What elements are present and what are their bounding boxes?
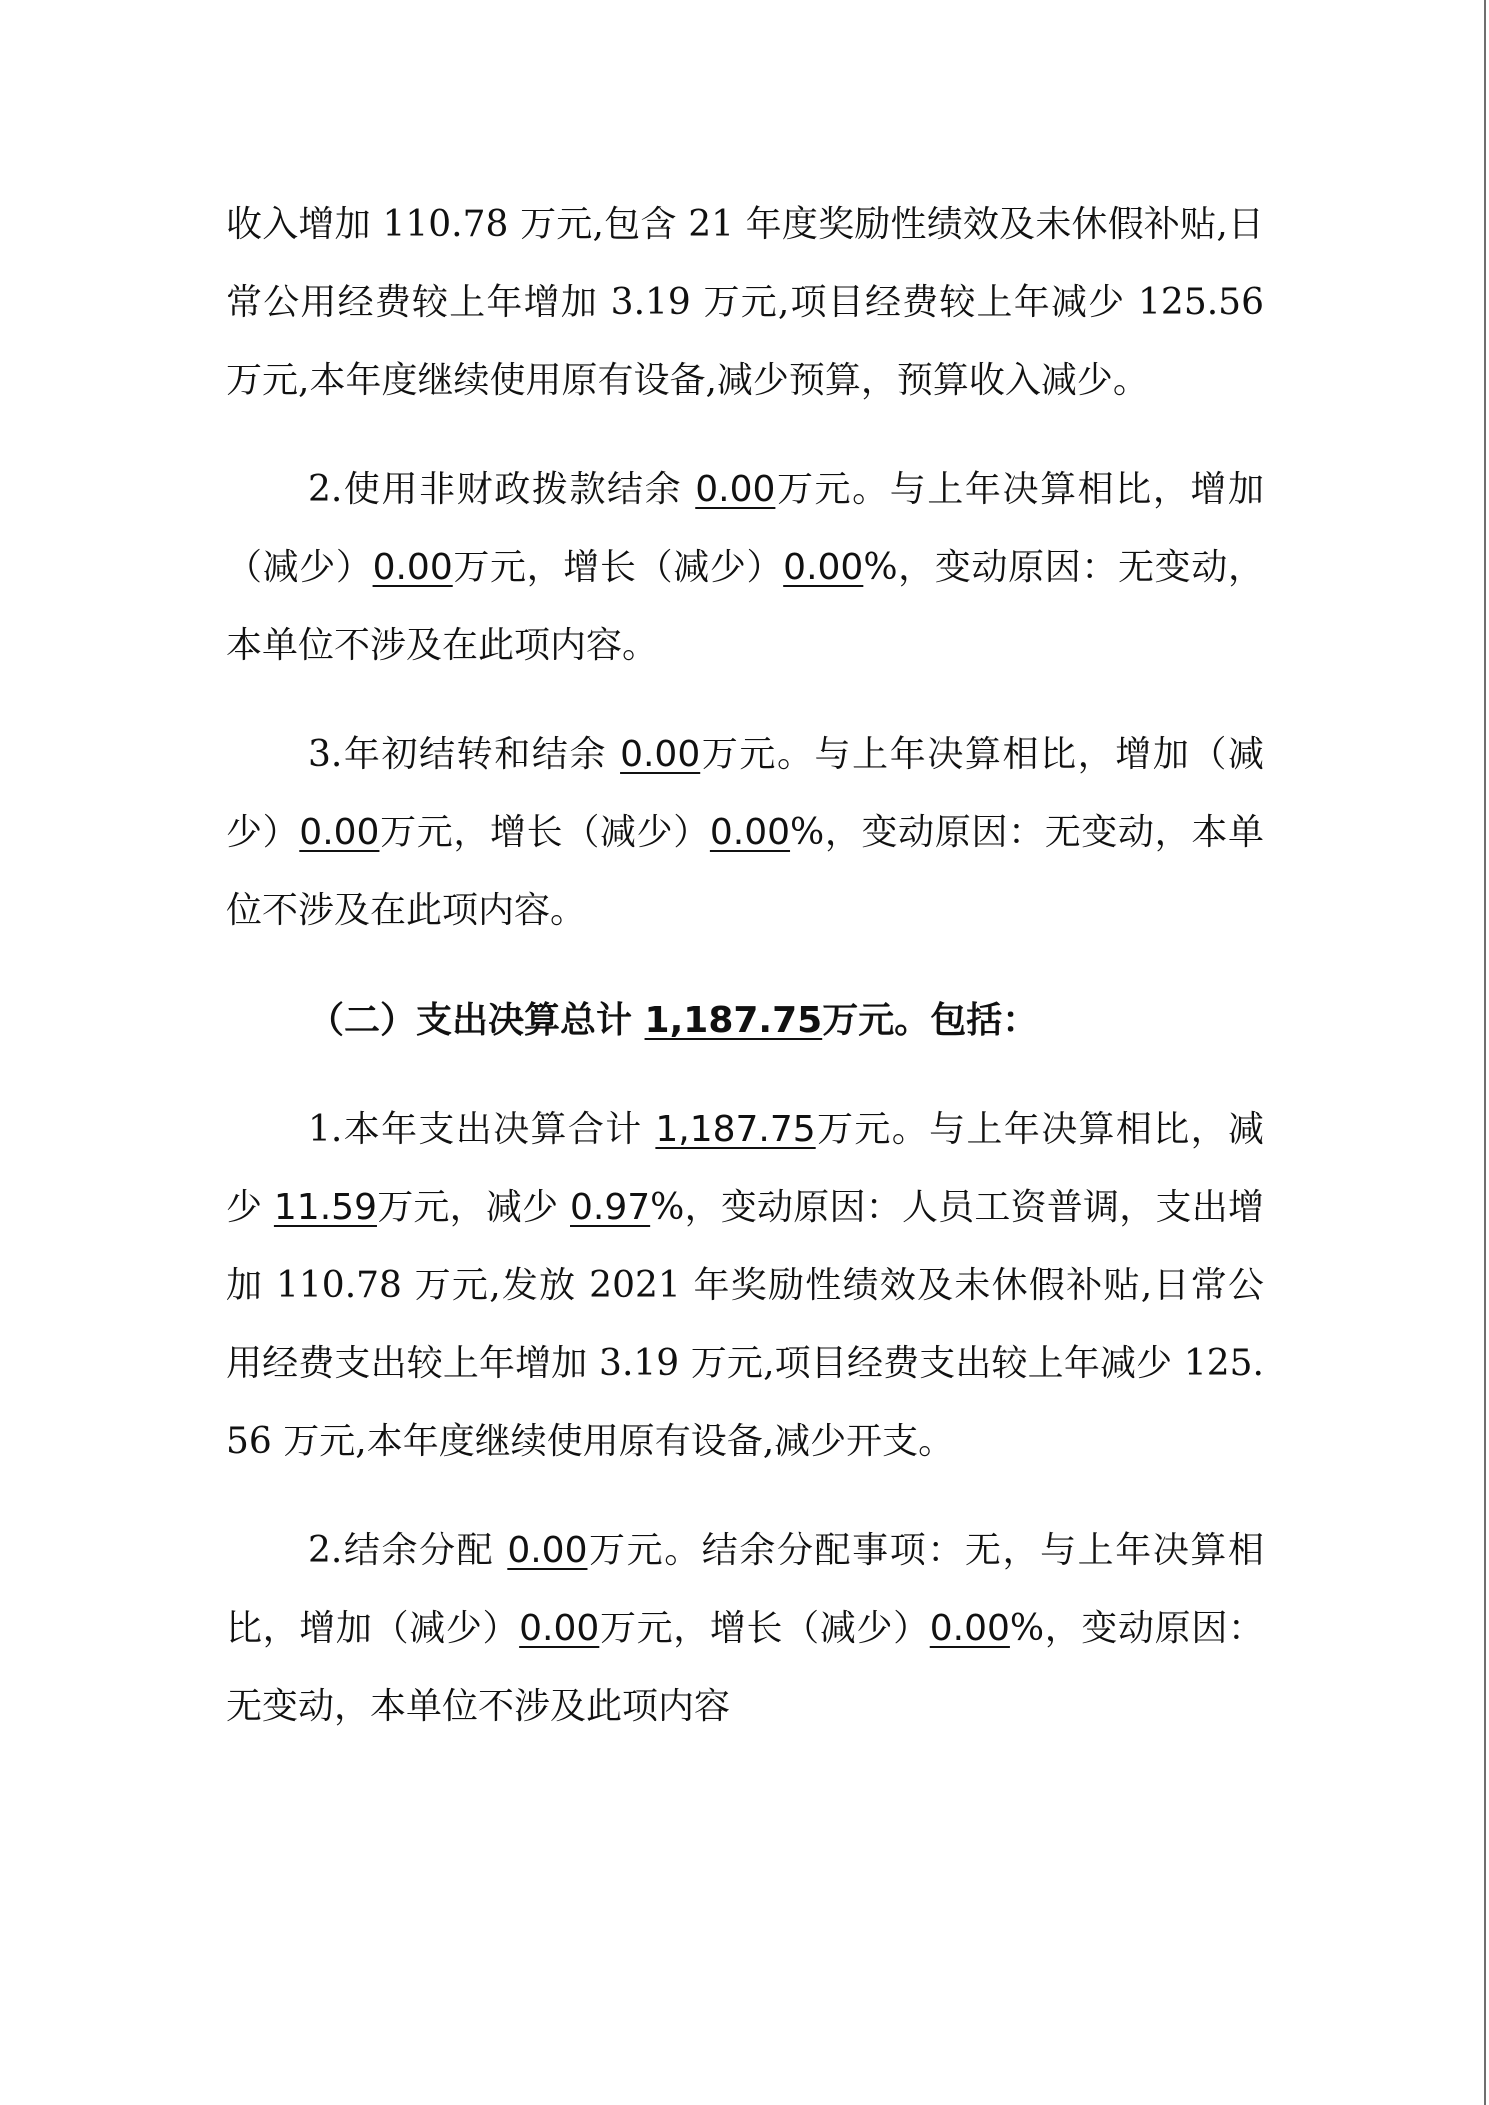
text-segment: 万元，增长（减少） (599, 1608, 930, 1649)
paragraph-income-change: 收入增加 110.78 万元,包含 21 年度奖励性绩效及未休假补贴,日常公用经费较上年增加 3.19 万元,项目经费较上年减少 125.56 万元,本年度继续使用原有设备,减少预算，预算收入减少。 (226, 204, 1264, 401)
text-segment: 3.年初结转和结余 (308, 734, 621, 775)
text-segment: %，变动原因：人员工资普调，支出增加 110.78 万元,发放 2021 年奖励性绩效及未休假补贴,日常公用经费支出较上年增加 3.19 万元,项目经费支出较上年减少 125.56 万元,本年度继续使用原有设备,减少开支。 (226, 1187, 1264, 1462)
section-heading-expenditure-total (226, 981, 1264, 1060)
text-segment: 万元。与上年决算相比，增加（减少） (226, 734, 1264, 853)
text-segment: %，变动原因：无变动，本单位不涉及在此项内容。 (226, 547, 1264, 666)
underlined-value: 0.00 (519, 1608, 600, 1649)
document-page (226, 186, 1264, 1746)
underlined-value: 0.00 (929, 1608, 1010, 1649)
underlined-value: 0.00 (783, 547, 864, 588)
paragraph-carryover-balance (226, 716, 1264, 950)
text-segment: 万元。结余分配事项：无，与上年决算相比，增加（减少） (226, 1530, 1264, 1649)
text-segment: %，变动原因：无变动，本单位不涉及此项内容 (226, 1608, 1264, 1727)
text-segment: 万元。与上年决算相比，增加（减少） (226, 469, 1264, 588)
underlined-value: 11.59 (273, 1187, 377, 1228)
underlined-value: 0.00 (620, 734, 701, 775)
underlined-value: 0.00 (695, 469, 776, 510)
text-segment: 万元。与上年决算相比，减少 (226, 1109, 1264, 1228)
page-edge-line (1484, 0, 1486, 2105)
underlined-value: 0.00 (299, 812, 380, 853)
text-segment: 2.结余分配 (308, 1530, 508, 1571)
heading-text: 万元。包括： (822, 999, 1039, 1041)
text-segment: 1.本年支出决算合计 (308, 1109, 656, 1150)
heading-text: （二）支出决算总计 (308, 999, 645, 1041)
paragraph-non-fiscal-balance (226, 451, 1264, 685)
underlined-value: 0.97 (570, 1187, 651, 1228)
text-segment: 万元，增长（减少） (379, 812, 710, 853)
text-segment: %，变动原因：无变动，本单位不涉及在此项内容。 (226, 812, 1264, 931)
underlined-value: 0.00 (709, 812, 791, 853)
text-segment: 万元，减少 (376, 1187, 570, 1228)
text-segment: 万元，增长（减少） (452, 547, 784, 588)
paragraph-annual-expenditure (226, 1091, 1264, 1481)
underlined-value: 1,187.75 (655, 1109, 816, 1150)
underlined-value: 0.00 (372, 547, 453, 588)
text-segment: 2.使用非财政拨款结余 (308, 469, 696, 510)
underlined-value: 1,187.75 (644, 1000, 823, 1041)
underlined-value: 0.00 (507, 1530, 588, 1571)
paragraph-surplus-distribution (226, 1512, 1264, 1746)
